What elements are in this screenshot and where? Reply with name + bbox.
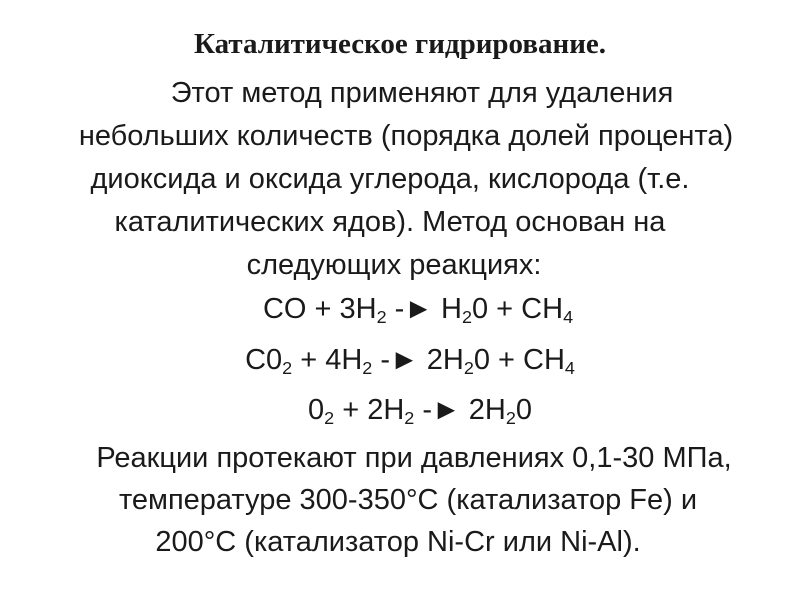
equation-3 — [20, 392, 800, 428]
eq1-sub-b: 2 — [461, 307, 472, 328]
eq3-arrow: -► 2H — [414, 394, 506, 426]
eq2-sub-mid: 2 — [362, 358, 373, 379]
eq3-sub-mid: 2 — [404, 408, 415, 429]
eq2-mid: + 4H — [292, 344, 363, 376]
conditions-line-2: температуре 300-350°С (катализатор Fe) и — [118, 484, 698, 516]
eq2-sub-a: 2 — [282, 358, 293, 379]
conditions-line-3: 200°С (катализатор Ni-Cr или Ni-Al). — [155, 526, 641, 558]
eq3-part-b: 0 — [515, 394, 532, 426]
intro-line-5: следующих реакциях: — [246, 249, 542, 281]
eq2-part-b: 0 + CH — [473, 344, 565, 376]
eq2-arrow: -► 2H — [372, 344, 464, 376]
eq3-sub-a: 2 — [324, 408, 335, 429]
slide-title: Каталитическое гидрирование. — [193, 28, 607, 60]
intro-line-4: каталитических ядов). Метод основан на — [114, 206, 666, 238]
eq2-sub-b: 2 — [463, 358, 474, 379]
equation-1 — [18, 291, 800, 327]
eq1-sub-c: 4 — [563, 307, 574, 328]
eq3-mid: + 2H — [334, 394, 405, 426]
eq1-part-b: 0 + CH — [471, 293, 564, 325]
eq3-sub-b: 2 — [505, 408, 516, 429]
conditions-line-1: Реакции протекают при давлениях 0,1-30 МПа, — [96, 442, 732, 474]
equation-2 — [10, 342, 800, 378]
eq2-sub-c: 4 — [564, 358, 575, 379]
intro-line-3: диоксида и оксида углерода, кислорода (т.е. — [90, 163, 690, 195]
eq3-part-a: 0 — [308, 394, 325, 426]
eq2-part-a: C0 — [245, 344, 283, 376]
intro-line-2: небольших количеств (порядка долей процента) — [78, 120, 734, 152]
eq1-arrow: -► H — [386, 293, 462, 325]
eq1-part-a: CO + 3H — [262, 293, 377, 325]
eq1-sub-a: 2 — [376, 307, 387, 328]
intro-line-1: Этот метод применяют для удаления — [170, 77, 674, 109]
